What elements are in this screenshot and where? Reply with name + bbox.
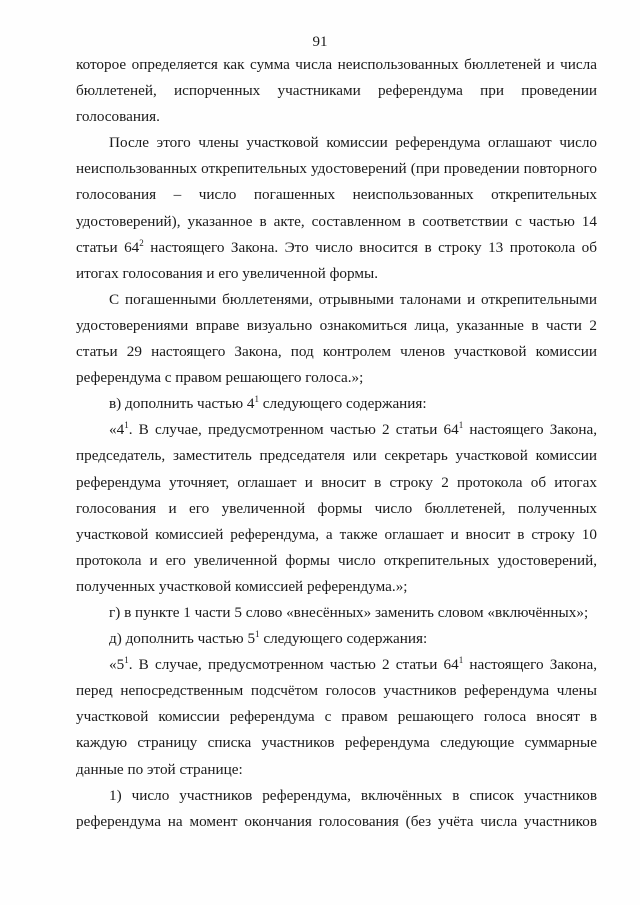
paragraph-p9 — [76, 783, 597, 835]
text-run: настоящего Закона, председатель, заместитель председателя или секретарь участковой комиссии референдума уточняет, оглашает и вносит в строку 2 протокола об итогах голосования и его увеличенной формы число бюллетеней, полученных участковой комиссией референдума, а также оглашает и вносит в строку 10 протокола и его увеличенной формы число открепительных удостоверений, полученных участковой комиссией референдума.»; — [76, 421, 597, 595]
paragraph-p4 — [76, 391, 597, 417]
superscript: 1 — [458, 420, 464, 431]
text-run: д) дополнить частью 5 — [109, 630, 256, 648]
text-run: настоящего Закона, перед непосредственным подсчётом голосов участников референдума члены участковой комиссии референдума с правом решающего голоса вносят в каждую страницу списка участников референдума следующие суммарные данные по этой странице: — [76, 656, 597, 778]
text-run: 1) число участников референдума, включённых в список участников референдума на момент окончания голосования (без учёта числа участников — [76, 786, 597, 830]
text-run: которое определяется как сумма числа неиспользованных бюллетеней и числа бюллетеней, испорченных участниками референдума при проведении голосования. — [76, 56, 597, 126]
superscript: 1 — [124, 655, 129, 666]
superscript: 1 — [458, 655, 464, 666]
text-run: следующего содержания: — [258, 395, 427, 413]
paragraph-p7 — [76, 626, 597, 652]
text-run: С погашенными бюллетенями, отрывными талонами и открепительными удостоверениями вправе визуально ознакомиться лица, указанные в части 2 статьи 29 настоящего Закона, под контролем членов участковой комиссии референдума с правом решающего голоса.»; — [76, 290, 597, 387]
superscript: 1 — [254, 394, 259, 405]
text-run: После этого члены участковой комиссии референдума оглашают число неиспользованных открепительных удостоверений (при проведении повторного голосования – число погашенных неиспользованных открепительных удостоверений), указанное в акте, составленном в соответствии с частью 14 статьи 64 — [76, 134, 597, 256]
paragraph-p3 — [76, 287, 597, 391]
paragraph-p1 — [76, 52, 597, 130]
superscript: 1 — [255, 629, 260, 639]
page-number: 91 — [312, 34, 328, 50]
document-body — [76, 52, 597, 835]
superscript: 2 — [139, 237, 144, 248]
text-run: настоящего Закона. Это число вносится в строку 13 протокола об итогах голосования и его увеличенной формы. — [76, 238, 597, 282]
text-run: «5 — [109, 656, 125, 674]
text-run: . В случае, предусмотренном частью 2 статьи 64 — [128, 656, 459, 674]
text-run: г) в пункте 1 части 5 слово «внесённых» заменить словом «включённых»; — [109, 603, 589, 621]
text-run: . В случае, предусмотренном частью 2 статьи 64 — [128, 421, 459, 439]
text-run: в) дополнить частью 4 — [109, 395, 255, 413]
paragraph-p8 — [76, 652, 597, 782]
superscript: 1 — [124, 420, 129, 431]
paragraph-p5 — [76, 417, 597, 600]
text-run: «4 — [109, 421, 125, 439]
paragraph-p2 — [76, 130, 597, 287]
paragraph-p6 — [76, 600, 597, 626]
text-run: следующего содержания: — [259, 630, 428, 648]
